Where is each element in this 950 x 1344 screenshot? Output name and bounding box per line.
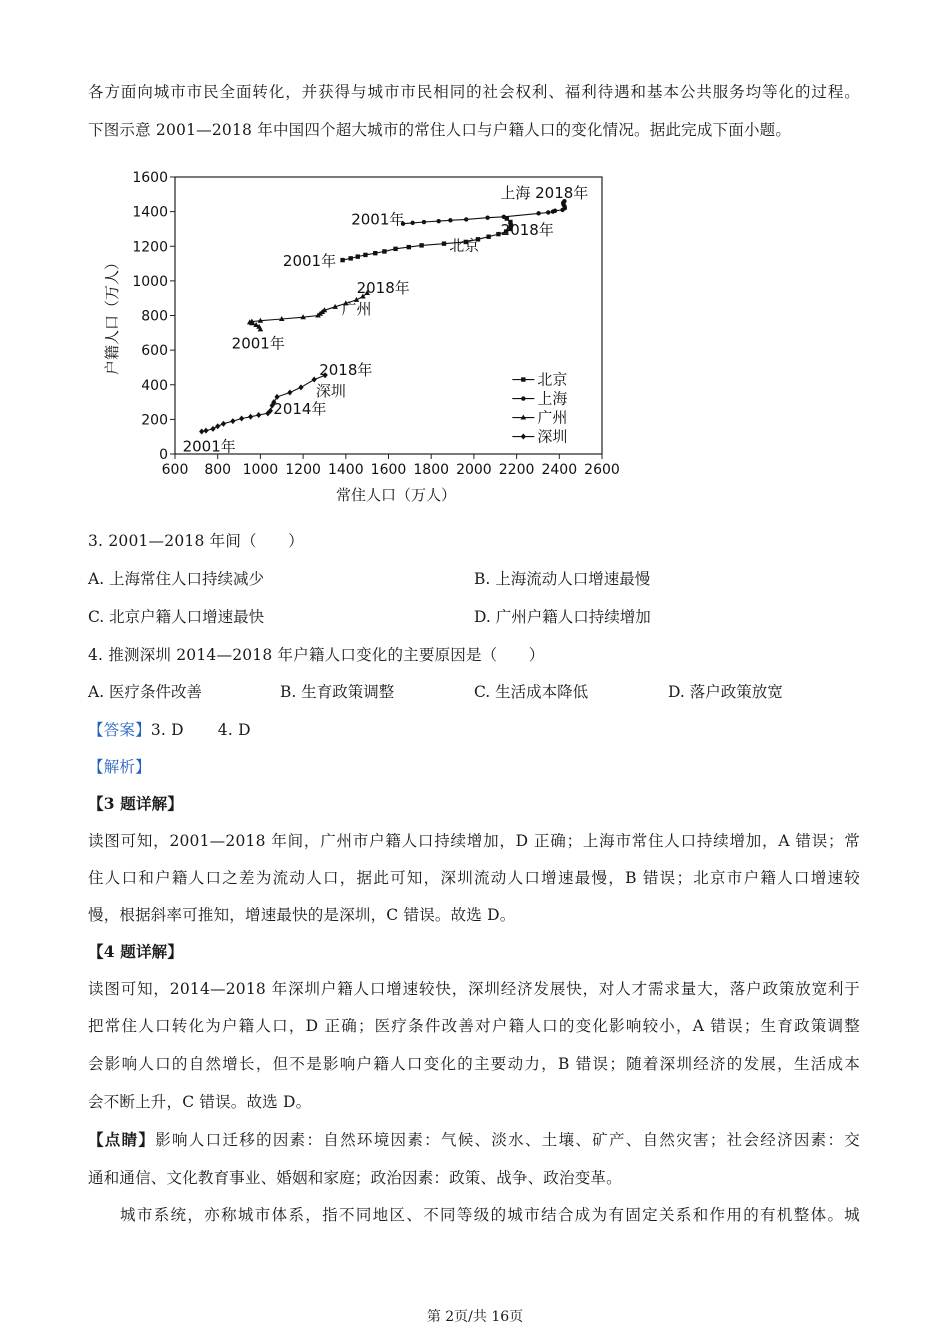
detail3-line-3: 慢，根据斜率可推知，增速最快的是深圳，C 错误。故选 D。: [88, 906, 516, 924]
legend-label: 广州: [537, 408, 568, 427]
data-point: [203, 428, 208, 434]
x-tick-label: 1200: [285, 462, 321, 478]
data-point: [422, 220, 426, 224]
annotation-gz_2018: 2018年: [356, 278, 410, 297]
y-tick-label: 0: [159, 447, 168, 463]
data-point: [393, 247, 397, 251]
data-point: [287, 390, 292, 396]
data-point: [239, 416, 244, 422]
q3-option-c: C. 北京户籍人口增速最快: [88, 608, 265, 626]
answer-4: 4. D: [217, 721, 251, 739]
chart-legend: [512, 371, 567, 446]
q4-stem: 4. 推测深圳 2014—2018 年户籍人口变化的主要原因是（ ）: [88, 646, 545, 664]
data-point: [356, 254, 360, 258]
data-point: [199, 428, 204, 434]
x-tick-label: 600: [161, 462, 189, 478]
tip-line-2: 通和通信、文化教育事业、婚姻和家庭；政治因素：政策、战争、政治变革。: [88, 1169, 622, 1187]
data-point: [298, 384, 303, 390]
legend-marker: [521, 377, 525, 381]
data-point: [485, 215, 489, 219]
annotation-sh_2001: 2001年: [351, 210, 405, 229]
x-tick-label: 1400: [327, 462, 364, 478]
q3-option-a: A. 上海常住人口持续减少: [88, 570, 265, 588]
annotation-sz_2018: 2018年: [319, 361, 373, 380]
annotation-bj_2018: 2018年: [500, 220, 554, 239]
annotation-sz_2014: 2014年: [273, 400, 327, 419]
y-axis-label: 户籍人口（万人）: [103, 254, 121, 376]
q3-option-d: D. 广州户籍人口持续增加: [474, 608, 651, 626]
detail4-line-3: 会影响人口的自然增长，但不是影响户籍人口变化的主要动力，B 错误；随着深圳经济的发展，生活成本: [88, 1055, 860, 1073]
annotation-bj_2001: 2001年: [282, 252, 337, 271]
data-point: [464, 217, 468, 221]
y-tick-label: 1000: [132, 273, 168, 290]
legend-marker: [521, 396, 525, 400]
y-tick-label: 800: [141, 308, 168, 325]
x-tick-label: 800: [204, 462, 232, 478]
y-tick-label: 1600: [132, 170, 168, 186]
x-tick-label: 2600: [584, 462, 620, 478]
y-tick-label: 1200: [132, 239, 168, 256]
next-paragraph: 城市系统，亦称城市体系，指不同地区、不同等级的城市结合成为有固定关系和作用的有机整体。城: [120, 1206, 860, 1224]
annotation-gz_name: 广州: [341, 299, 372, 318]
legend-label: 北京: [537, 370, 568, 389]
data-point: [502, 215, 506, 219]
answer-3: 3. D: [150, 721, 184, 739]
data-point: [536, 211, 540, 215]
x-tick-label: 1800: [413, 462, 450, 478]
tip-tag: 【点睛】: [88, 1130, 156, 1149]
annotation-sz_name: 深圳: [315, 382, 346, 401]
y-tick-label: 400: [141, 377, 168, 394]
detail4-line-4: 会不断上升，C 错误。故选 D。: [88, 1093, 312, 1111]
x-tick-label: 1000: [242, 462, 279, 478]
annotation-sz_2001: 2001年: [182, 437, 236, 456]
data-point: [419, 243, 423, 247]
y-tick-label: 1400: [132, 204, 168, 221]
tip-text-1: 影响人口迁移的因素：自然环境因素：气候、淡水、土壤、矿产、自然灾害；社会经济因素：交: [155, 1131, 860, 1149]
data-point: [340, 258, 344, 262]
x-tick-label: 2400: [541, 462, 578, 478]
annotation-gz_2001: 2001年: [231, 334, 285, 353]
annotation-sh_2018: 上海 2018年: [500, 183, 589, 202]
data-point: [442, 241, 446, 245]
q4-option-d: D. 落户政策放宽: [668, 683, 783, 701]
detail4-line-2: 把常住人口转化为户籍人口，D 正确；医疗条件改善对户籍人口的变化影响较小，A 错误；生育政策调整: [88, 1017, 860, 1035]
detail3-line-1: 读图可知，2001—2018 年间，广州市户籍人口持续增加，D 正确；上海市常住人口持续增加，A 错误；常: [88, 832, 860, 850]
q4-option-a: A. 医疗条件改善: [88, 683, 203, 701]
data-point: [407, 245, 411, 249]
y-tick-label: 600: [141, 343, 168, 360]
legend-marker: [521, 434, 526, 440]
data-point: [373, 251, 377, 255]
data-point: [382, 249, 386, 253]
y-tick-label: 200: [141, 412, 168, 429]
legend-item: [512, 409, 567, 427]
analysis-tag: 【解析】: [88, 758, 151, 776]
annotation-bj_name: 北京: [449, 236, 480, 255]
tip-line-1: [88, 1128, 860, 1150]
page-footer: 第 2页/共 16页: [426, 1309, 524, 1325]
legend-label: 深圳: [537, 427, 568, 446]
data-point: [256, 412, 261, 418]
data-point: [215, 423, 220, 429]
x-tick-label: 1600: [370, 462, 407, 478]
intro-line-1: 各方面向城市市民全面转化，并获得与城市市民相同的社会权利、福利待遇和基本公共服务均等化的过程。: [88, 83, 860, 101]
data-point: [349, 256, 353, 260]
population-chart: [95, 160, 655, 515]
detail4-line-1: 读图可知，2014—2018 年深圳户籍人口增速较快，深圳经济发展快，对人才需求量大，落户政策放宽利于: [88, 980, 860, 998]
detail4-heading: 【4 题详解】: [88, 942, 184, 961]
legend-label: 上海: [537, 389, 568, 408]
x-axis-label: 常住人口（万人）: [335, 486, 457, 504]
detail3-heading: 【3 题详解】: [88, 794, 184, 813]
x-tick-label: 2200: [498, 462, 535, 478]
q3-stem: 3. 2001—2018 年间（ ）: [88, 532, 304, 550]
x-tick-label: 2000: [456, 462, 492, 478]
q4-option-b: B. 生育政策调整: [280, 683, 395, 701]
data-point: [248, 414, 253, 420]
legend-item: [512, 428, 567, 446]
q3-option-b: B. 上海流动人口增速最慢: [474, 570, 651, 588]
intro-line-2: 下图示意 2001—2018 年中国四个超大城市的常住人口与户籍人口的变化情况。据此完成下面小题。: [88, 121, 792, 139]
data-point: [221, 421, 226, 427]
answer-line: [88, 718, 251, 740]
chart-annotations: [183, 184, 589, 456]
data-point: [410, 221, 414, 225]
data-point: [486, 235, 490, 239]
data-point: [553, 209, 557, 213]
legend-item: [512, 390, 567, 408]
data-point: [363, 253, 367, 257]
data-point: [230, 418, 235, 424]
data-point: [546, 210, 550, 214]
q4-option-c: C. 生活成本降低: [474, 683, 589, 701]
detail3-line-2: 住人口和户籍人口之差为流动人口，据此可知，深圳流动人口增速最慢，B 错误；北京市户籍人口增速较: [88, 869, 860, 887]
data-point: [210, 426, 215, 432]
answer-tag: 【答案】: [88, 721, 151, 739]
data-point: [448, 218, 452, 222]
legend-item: [512, 371, 567, 389]
data-point: [436, 219, 440, 223]
